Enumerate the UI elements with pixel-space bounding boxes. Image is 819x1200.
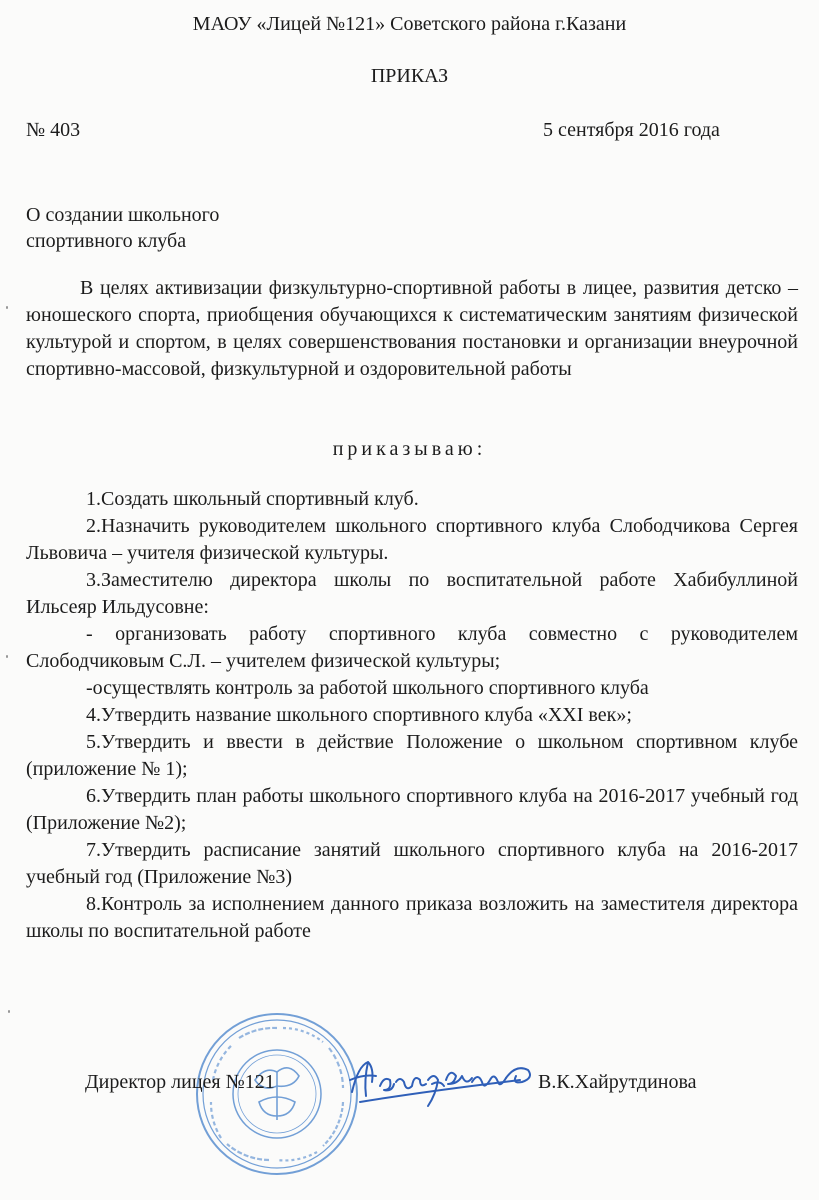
subject-line-2: спортивного клуба	[26, 230, 187, 252]
order-item-7: 7.Утвердить расписание занятий школьного спортивного клуба на 2016-2017 учебный год (Приложение №3)	[26, 839, 798, 888]
scan-speck	[6, 306, 8, 309]
order-item-8: 8.Контроль за исполнением данного приказа возложить на заместителя директора школы по воспитательной работе	[26, 893, 798, 942]
director-position: Директор лицея №121	[85, 1071, 275, 1093]
order-number: № 403	[26, 119, 81, 141]
organization-header: МАОУ «Лицей №121» Советского района г.Казани	[192, 13, 627, 35]
preamble-text: В целях активизации физкультурно-спортивной работы в лицее, развития детско – юношеского спорта, приобщения обучающихся к систематическим занятиям физической культурой и спортом, в целях совершенствования постановки и организации внеурочной спортивно-массовой, физкультурной и оздоровительной работы	[26, 277, 798, 380]
order-item-1: 1.Создать школьный спортивный клуб.	[86, 488, 419, 510]
director-name: В.К.Хайрутдинова	[538, 1071, 697, 1093]
order-word: приказываю:	[332, 438, 487, 460]
order-item-2: 2.Назначить руководителем школьного спортивного клуба Слободчикова Сергея Львовича – учителя физической культуры.	[26, 515, 798, 564]
signature-row	[0, 1070, 819, 1094]
scan-speck	[6, 655, 8, 658]
order-items	[26, 486, 798, 945]
preamble-paragraph	[26, 275, 798, 383]
scan-speck	[8, 1010, 10, 1013]
order-item-6: 6.Утвердить план работы школьного спортивного клуба на 2016-2017 учебный год (Приложение №2);	[26, 785, 798, 834]
order-item-4: 4.Утвердить название школьного спортивного клуба «XXI век»;	[86, 704, 632, 726]
order-date: 5 сентября 2016 года	[543, 119, 720, 141]
order-item-3: 3.Заместителю директора школы по воспитательной работе Хабибуллиной Ильсеяр Ильдусовне:	[26, 569, 798, 618]
order-item-5: 5.Утвердить и ввести в действие Положение о школьном спортивном клубе (приложение № 1);	[26, 731, 798, 780]
order-subject	[26, 202, 219, 254]
order-item-3b: -осуществлять контроль за работой школьного спортивного клуба	[86, 677, 649, 699]
document-title: ПРИКАЗ	[370, 65, 449, 87]
official-stamp-icon	[193, 1010, 361, 1178]
order-item-3a: - организовать работу спортивного клуба совместно с руководителем Слободчиковым С.Л. – учителем физической культуры;	[26, 623, 798, 672]
subject-line-1: О создании школьного	[26, 204, 220, 226]
